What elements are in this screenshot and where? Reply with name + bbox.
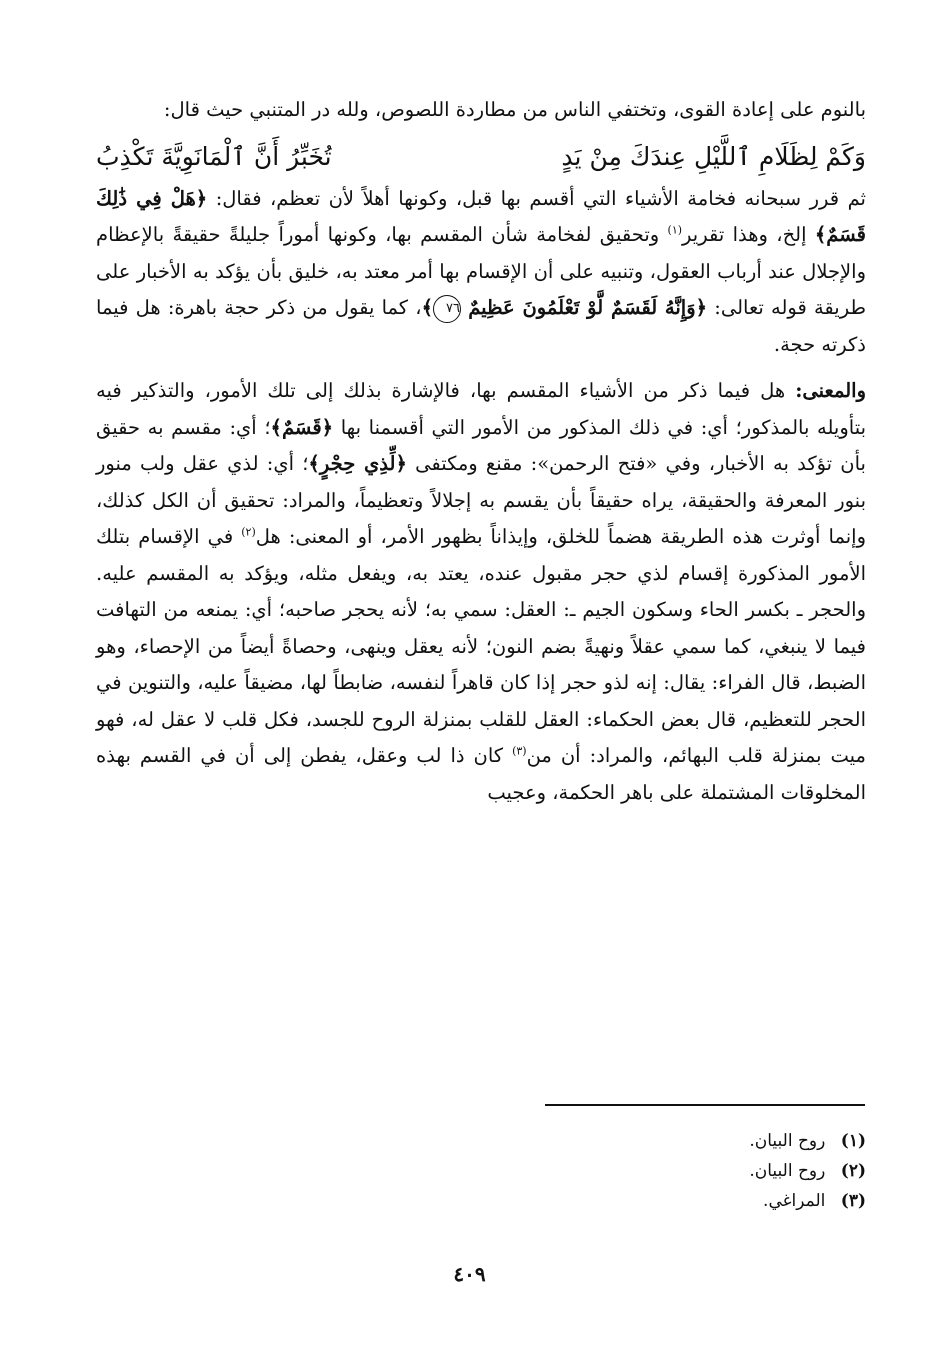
quran-quote: ﴿هَلْ فِي ذَٰلِكَ قَسَمٌ﴾ — [96, 186, 866, 246]
paragraph-two — [96, 181, 866, 364]
ayah-number-marker: ٧٦ — [433, 295, 461, 323]
footnote-divider — [545, 1104, 865, 1106]
quran-quote: ﴿قَسَمٌ﴾ — [270, 415, 334, 439]
verse-hemistich-left: تُخَبِّرُ أَنَّ ٱلْمَانَوِيَّةَ تَكْذِبُ — [96, 141, 332, 171]
main-text-block — [96, 92, 866, 811]
footnote-item — [500, 1156, 866, 1186]
text-run: ، كما يقول من ذكر حجة باهرة: هل فيما ذكرته حجة. — [96, 296, 866, 356]
text-run: هل فيما ذكر من الأشياء المقسم بها، فالإشارة بذلك إلى تلك الأمور، والتذكير فيه بتأويله بالمذكور؛ أي: في ذلك المذكور من الأمور التي أقسمنا بها — [96, 379, 866, 439]
poetry-verse — [96, 133, 866, 181]
text-run: إلخ، وهذا تقرير — [682, 223, 807, 246]
text-run: وتحقيق لفخامة شأن المقسم بها، وكونها أموراً جليلةً حقيقةً بالإعظام والإجلال عند أرباب العقول، وتنبيه على أن الإقسام بها أمر معتد به، خليق بأن يؤكد به الأخبار على طريقة قوله تعالى: — [96, 223, 866, 319]
intro-line: بالنوم على إعادة القوى، وتختفي الناس من مطاردة اللصوص، ولله در المتنبي حيث — [206, 98, 866, 121]
footnotes-block — [500, 1126, 866, 1216]
footnote-ref: (١) — [667, 223, 683, 237]
footnote-text: روح البيان. — [749, 1161, 826, 1181]
footnote-ref: (٢) — [241, 525, 256, 539]
text-run: ؛ أي: لذي عقل ولب منور بنور المعرفة والحقيقة، يراه حقيقاً بأن يقسم به إجلالاً وتعظيماً، والمراد: تحقيق أن الكل كذلك، وإنما أوثرت هذه الطريقة هضماً للخلق، وإيذاناً بظهور الأمر، أو المعنى: هل — [96, 452, 866, 548]
quran-quote-close: ﴾ — [421, 296, 433, 319]
paragraph-lead-word: والمعنى: — [795, 379, 866, 402]
text-run: ثم قرر سبحانه فخامة الأشياء التي أقسم بها قبل، وكونها أهلاً لأن تعظم، فقال: — [215, 186, 866, 210]
text-run: في الإقسام بتلك الأمور المذكورة إقسام لذي حجر مقبول عنده، يعتد به، ويفعل مثله، ويؤكد به المقسم عليه. والحجر ـ بكسر الحاء وسكون الجيم ـ: العقل: سمي به؛ لأنه يحجر صاحبه؛ أي: يمنعه من التهافت فيما لا ينبغي، كما سمي عقلاً ونهيةً بضم النون؛ لأنه يعقل وينهى، وحصاةً أيضاً من الإحصاء، وهو الضبط، قال الفراء: يقال: إنه لذو حجر إذا كان قاهراً لنفسه، ضابطاً لها، مضيقاً عليه، والتنوين في الحجر للتعظيم، قال بعض الحكماء: العقل للقلب بمنزلة الروح للجسد، فكل قلب لا عقل له، فهو ميت بمنزلة قلب البهائم، والمراد: أن من — [96, 525, 866, 767]
footnote-number: (٣) — [840, 1191, 866, 1211]
page-number: ٤٠٩ — [453, 1262, 486, 1286]
quran-quote: ﴿وَإِنَّهُ لَقَسَمٌ لَّوْ تَعْلَمُونَ عَظِيمٌ — [468, 296, 708, 319]
footnote-text: المراغي. — [763, 1191, 826, 1211]
footnote-item — [500, 1126, 866, 1156]
footnote-number: (٢) — [840, 1161, 866, 1181]
footnote-number: (١) — [840, 1131, 866, 1151]
paragraph-three — [96, 373, 866, 811]
text-run: كان ذا لب وعقل، يفطن إلى أن في القسم بهذه المخلوقات المشتملة على باهر الحكمة، وعجيب — [96, 744, 866, 804]
text-run: ؛ أي: مقسم به حقيق بأن تؤكد به الأخبار، وفي «فتح الرحمن»: مقنع ومكتفى — [96, 415, 866, 475]
quran-quote: ﴿لِّذِي حِجْرٍ﴾ — [308, 452, 407, 475]
intro-line: قال: — [163, 98, 200, 121]
footnote-ref: (٣) — [512, 744, 527, 758]
footnote-item — [500, 1186, 866, 1216]
verse-hemistich-right: وَكَمْ لِظَلَامِ ٱللَّيْلِ عِندَكَ مِنْ يَدٍ — [561, 141, 866, 171]
footnote-text: روح البيان. — [749, 1131, 826, 1151]
intro-paragraph — [96, 92, 866, 129]
